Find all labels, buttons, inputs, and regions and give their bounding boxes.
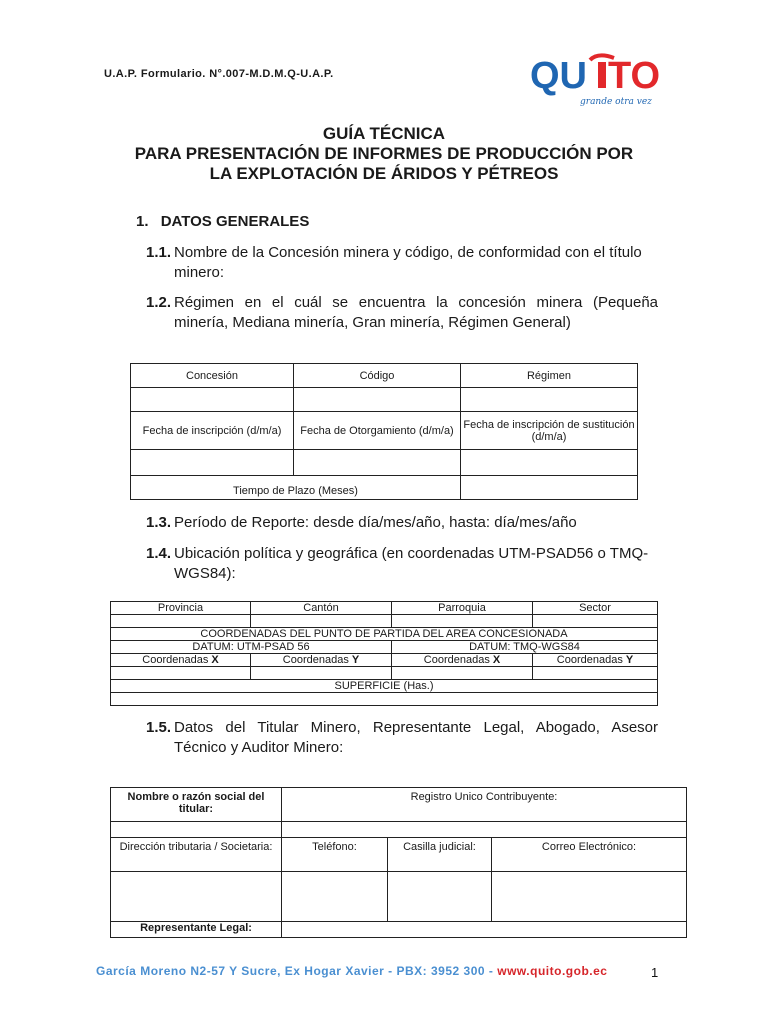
- item-number: 1.4.: [146, 545, 172, 562]
- cell-empty: [294, 450, 461, 476]
- page-number: 1: [651, 965, 659, 980]
- item-1-4: [146, 544, 658, 584]
- th-datum-psad56: DATUM: UTM-PSAD 56: [111, 641, 392, 654]
- cell-empty: [111, 822, 282, 838]
- section-heading: [136, 212, 309, 232]
- cell-empty: [392, 667, 533, 680]
- title-line-2: PARA PRESENTACIÓN DE INFORMES DE PRODUCCIÓN POR: [134, 144, 634, 163]
- footer-contact: [96, 964, 607, 978]
- item-number: 1.2.: [146, 294, 172, 311]
- th-regimen: Régimen: [461, 364, 638, 388]
- th-coord-y-2: [533, 654, 658, 667]
- cell-empty: [461, 388, 638, 412]
- th-fecha-inscripcion: Fecha de inscripción (d/m/a): [131, 412, 294, 450]
- coord-label: Coordenadas: [423, 654, 493, 666]
- th-datum-wgs84: DATUM: TMQ-WGS84: [392, 641, 658, 654]
- coord-axis: Y: [351, 654, 360, 666]
- th-coord-x-2: [392, 654, 533, 667]
- th-telefono: Teléfono:: [282, 838, 388, 872]
- item-number: 1.5.: [146, 719, 172, 736]
- cell-empty: [282, 872, 388, 922]
- cell-empty: [492, 872, 687, 922]
- th-provincia: Provincia: [111, 602, 251, 615]
- location-table: [110, 601, 658, 706]
- th-fecha-sustitucion: Fecha de inscripción de sustitución (d/m/a): [461, 412, 638, 450]
- item-text: Datos del Titular Minero, Representante Legal, Abogado, Asesor Técnico y Auditor Minero:: [174, 719, 658, 756]
- concession-table: [130, 363, 638, 500]
- cell-empty: [251, 667, 392, 680]
- th-parroquia: Parroquia: [392, 602, 533, 615]
- cell-empty: [131, 450, 294, 476]
- th-correo: Correo Electrónico:: [492, 838, 687, 872]
- quito-logo: [528, 52, 662, 110]
- footer-website-link[interactable]: www.quito.gob.ec: [497, 964, 608, 978]
- titular-table: [110, 787, 687, 938]
- coord-label: Coordenadas: [282, 654, 352, 666]
- item-1-2: [146, 293, 658, 333]
- th-direccion: Dirección tributaria / Societaria:: [111, 838, 282, 872]
- form-code: U.A.P. Formulario. N°.007-M.D.M.Q-U.A.P.: [104, 68, 334, 80]
- title-line-3: LA EXPLOTACIÓN DE ÁRIDOS Y PÉTREOS: [209, 164, 559, 183]
- cell-empty: [282, 822, 687, 838]
- coord-label: Coordenadas: [142, 654, 212, 666]
- cell-empty: [111, 872, 282, 922]
- item-number: 1.3.: [146, 514, 172, 531]
- th-tiempo-plazo: Tiempo de Plazo (Meses): [131, 476, 461, 500]
- footer-address: García Moreno N2-57 Y Sucre, Ex Hogar Xavier - PBX: 3952 300 -: [96, 964, 498, 978]
- item-number: 1.1.: [146, 244, 172, 261]
- item-text: Régimen en el cuál se encuentra la concesión minera (Pequeña minería, Mediana minería, Gran minería, Régimen General): [174, 294, 658, 331]
- item-1-3: [146, 513, 658, 533]
- logo-i: [598, 62, 606, 88]
- th-nombre-titular: Nombre o razón social del titular:: [111, 788, 282, 822]
- title-line-1: GUÍA TÉCNICA: [322, 124, 446, 143]
- item-text: Nombre de la Concesión minera y código, de conformidad con el título minero:: [174, 244, 642, 281]
- th-superficie: SUPERFICIE (Has.): [111, 680, 658, 693]
- th-canton: Cantón: [251, 602, 392, 615]
- item-text: Ubicación política y geográfica (en coordenadas UTM-PSAD56 o TMQ-WGS84):: [174, 545, 649, 582]
- logo-text-to: TO: [608, 55, 661, 97]
- item-text: Período de Reporte: desde día/mes/año, hasta: día/mes/año: [174, 514, 577, 531]
- item-1-5: [146, 718, 658, 758]
- coord-axis: X: [211, 654, 219, 666]
- cell-empty: [533, 615, 658, 628]
- th-codigo: Código: [294, 364, 461, 388]
- section-title: DATOS GENERALES: [160, 213, 310, 230]
- cell-empty: [533, 667, 658, 680]
- coord-axis: X: [492, 654, 501, 666]
- th-coord-x-1: [111, 654, 251, 667]
- coord-label: Coordenadas: [556, 654, 626, 666]
- cell-empty: [111, 667, 251, 680]
- th-coordenadas-title: COORDENADAS DEL PUNTO DE PARTIDA DEL AREA CONCESIONADA: [111, 628, 658, 641]
- cell-empty: [294, 388, 461, 412]
- cell-empty: [461, 450, 638, 476]
- th-ruc: Registro Unico Contribuyente:: [282, 788, 687, 822]
- th-concesion: Concesión: [131, 364, 294, 388]
- cell-empty: [111, 693, 658, 706]
- cell-empty: [282, 922, 687, 938]
- coord-axis: Y: [625, 654, 634, 666]
- cell-empty: [392, 615, 533, 628]
- logo-text-qu: QU: [530, 55, 587, 97]
- th-coord-y-1: [251, 654, 392, 667]
- th-casilla: Casilla judicial:: [388, 838, 492, 872]
- th-fecha-otorgamiento: Fecha de Otorgamiento (d/m/a): [294, 412, 461, 450]
- section-number: 1.: [136, 213, 149, 230]
- cell-empty: [111, 615, 251, 628]
- item-1-1: [146, 243, 658, 283]
- cell-empty: [131, 388, 294, 412]
- logo-tagline: grande otra vez: [580, 97, 652, 107]
- cell-empty: [388, 872, 492, 922]
- th-representante: Representante Legal:: [111, 922, 282, 938]
- document-title: [100, 124, 668, 184]
- th-sector: Sector: [533, 602, 658, 615]
- cell-empty: [461, 476, 638, 500]
- cell-empty: [251, 615, 392, 628]
